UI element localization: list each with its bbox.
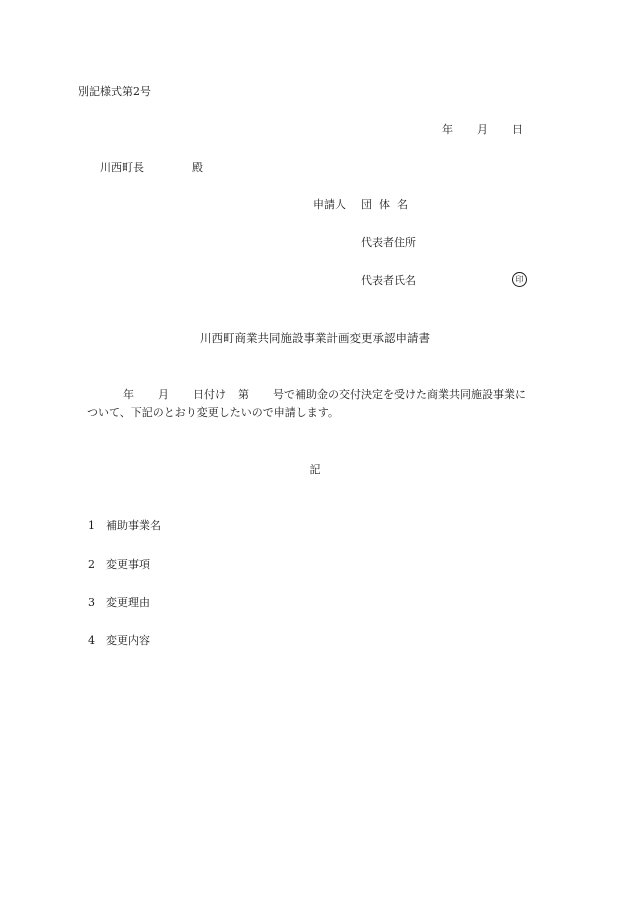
list-item	[88, 633, 150, 648]
body-date-suffix: 日付け	[193, 388, 226, 401]
list-item	[88, 595, 150, 610]
item-number: 2	[88, 558, 95, 571]
body-year: 年	[123, 388, 134, 401]
item-label: 変更理由	[106, 596, 150, 609]
form-number: 別記様式第2号	[78, 85, 151, 98]
item-number: 3	[88, 596, 95, 609]
list-item	[88, 557, 150, 572]
item-label: 変更内容	[106, 634, 150, 647]
date-year-label: 年	[442, 123, 453, 136]
ki-heading: 記	[309, 463, 321, 476]
applicant-label: 申請人	[313, 198, 346, 211]
date-month-label: 月	[477, 123, 488, 136]
addressee-name: 川西町長	[100, 161, 144, 174]
body-dai: 第	[238, 388, 249, 401]
rep-address-label: 代表者住所	[361, 236, 416, 249]
item-number: 1	[88, 519, 95, 532]
org-name-label: 団体名	[361, 198, 415, 211]
body-paragraph-line1	[123, 387, 526, 402]
addressee-honorific: 殿	[192, 161, 203, 174]
item-label: 補助事業名	[106, 519, 161, 532]
date-day-label: 日	[512, 123, 523, 136]
body-paragraph-line2: ついて、下記のとおり変更したいので申請します。	[87, 406, 339, 419]
item-number: 4	[88, 634, 95, 647]
rep-name-label: 代表者氏名	[361, 274, 416, 287]
addressee	[100, 160, 203, 175]
body-line1-rest: 号で補助金の交付決定を受けた商業共同施設事業に	[273, 388, 526, 401]
item-label: 変更事項	[106, 558, 150, 571]
document-title: 川西町商業共同施設事業計画変更承認申請書	[200, 331, 430, 345]
date-line	[442, 122, 523, 137]
body-month: 月	[158, 388, 169, 401]
seal-mark: 印	[512, 272, 527, 287]
list-item	[88, 518, 161, 533]
